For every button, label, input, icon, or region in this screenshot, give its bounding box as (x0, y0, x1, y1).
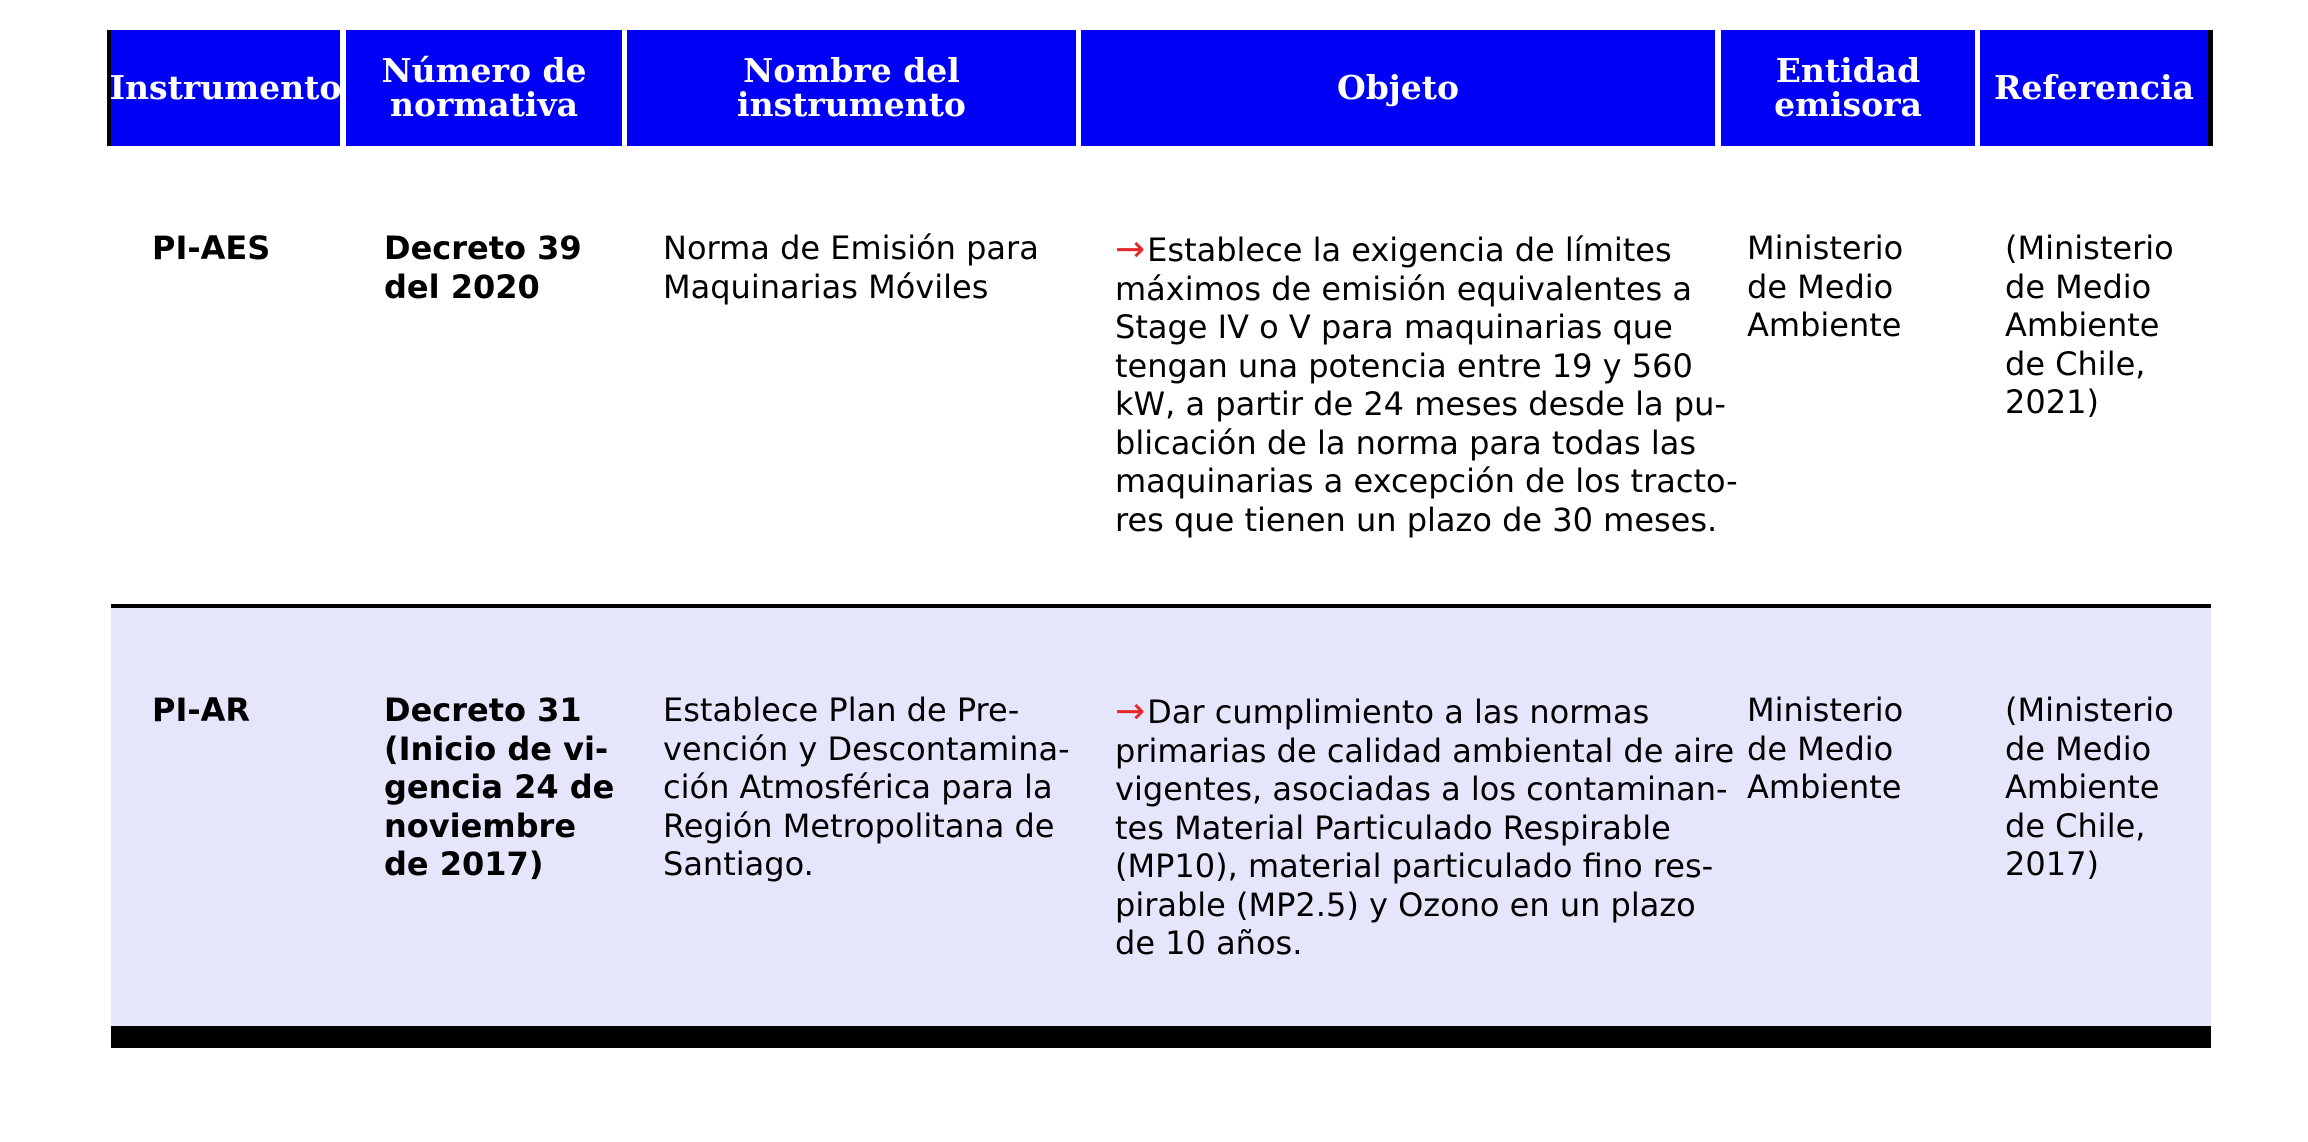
cell-objeto (1115, 693, 1734, 963)
cell-objeto (1115, 231, 1738, 539)
header-line: Número de (381, 51, 587, 90)
cell-line: de Medio (2005, 729, 2152, 768)
cell-nombre (663, 229, 1039, 306)
cell-line: Establece la exigencia de límites (1147, 231, 1672, 269)
cell-line: Dar cumplimiento a las normas (1147, 693, 1650, 731)
cell-line: Maquinarias Móviles (663, 267, 989, 306)
cell-line: Establece Plan de Pre- (663, 691, 1020, 729)
cell-line: (Ministerio (2005, 229, 2174, 267)
cell-line: (MP10), material particulado fino res- (1115, 847, 1714, 885)
header-line: Instrumento (109, 68, 342, 107)
cell-line: kW, a partir de 24 meses desde la pu- (1115, 385, 1726, 423)
cell-line: gencia 24 de (384, 768, 615, 806)
cell-line: tengan una potencia entre 19 y 560 (1115, 346, 1693, 385)
header-line: emisora (1774, 85, 1922, 124)
cell-line: Ambiente (2005, 306, 2160, 344)
cell-nombre (663, 691, 1070, 884)
cell-line: vigentes, asociadas a los contaminan- (1115, 770, 1728, 808)
cell-line: Decreto 31 (384, 691, 582, 729)
cell-line: PI-AES (152, 229, 271, 267)
cell-normativa (384, 229, 582, 306)
col-header-instrumento (111, 30, 340, 146)
cell-line: del 2020 (384, 267, 540, 306)
right-arrow-icon: → (1115, 229, 1146, 270)
table-row (111, 146, 2211, 634)
cell-referencia (2005, 691, 2174, 884)
cell-line: ción Atmosférica para la (663, 768, 1053, 806)
right-arrow-icon: → (1115, 691, 1146, 732)
table-row (111, 608, 2211, 1026)
cell-instrumento (152, 229, 270, 268)
header-line: Referencia (1994, 68, 2194, 107)
cell-line: maquinarias a excepción de los tracto- (1115, 462, 1738, 500)
cell-normativa (384, 691, 614, 884)
cell-line: (Ministerio (2005, 691, 2174, 729)
cell-line: (Inicio de vi- (384, 729, 609, 768)
cell-line: de Medio (1747, 729, 1894, 768)
header-right-rule (2208, 30, 2213, 146)
cell-line: de Medio (2005, 267, 2152, 306)
cell-entidad (1747, 229, 1903, 345)
cell-line: Stage IV o V para maquinarias que (1115, 308, 1673, 346)
cell-referencia (2005, 229, 2174, 422)
cell-line: Norma de Emisión para (663, 229, 1039, 267)
cell-line: vención y Descontamina- (663, 729, 1070, 768)
cell-line: Decreto 39 (384, 229, 582, 267)
header-line: Nombre del (743, 51, 960, 90)
cell-line: Ambiente (1747, 306, 1902, 344)
cell-line: de 2017) (384, 845, 544, 883)
cell-line: de 10 años. (1115, 924, 1303, 962)
cell-line: de Chile, (2005, 806, 2146, 845)
cell-line: Santiago. (663, 845, 814, 883)
header-line: instrumento (737, 85, 966, 124)
col-header-numero-normativa (346, 30, 622, 146)
header-row (111, 30, 2211, 146)
header-line: normativa (389, 85, 579, 124)
cell-line: Región Metropolitana de (663, 806, 1055, 845)
cell-line: PI-AR (152, 691, 251, 729)
cell-line: noviembre (384, 806, 577, 845)
cell-line: de Medio (1747, 267, 1894, 306)
col-header-nombre-instrumento (627, 30, 1076, 146)
cell-line: 2021) (2005, 383, 2099, 421)
table-bottom-rule (111, 1026, 2211, 1048)
col-header-referencia (1980, 30, 2208, 146)
cell-line: de Chile, (2005, 344, 2146, 383)
col-header-entidad-emisora (1721, 30, 1975, 146)
cell-line: Ministerio (1747, 691, 1904, 729)
cell-line: máximos de emisión equivalentes a (1115, 269, 1692, 308)
cell-instrumento (152, 691, 250, 730)
cell-line: primarias de calidad ambiental de aire (1115, 731, 1735, 770)
cell-line: Ministerio (1747, 229, 1904, 267)
header-line: Objeto (1336, 68, 1459, 107)
cell-line: tes Material Particulado Respirable (1115, 808, 1671, 847)
col-header-objeto (1081, 30, 1715, 146)
cell-line: pirable (MP2.5) y Ozono en un plazo (1115, 885, 1696, 924)
cell-line: 2017) (2005, 845, 2099, 883)
cell-line: Ambiente (2005, 768, 2160, 806)
header-line: Entidad (1775, 51, 1921, 90)
cell-line: res que tienen un plazo de 30 meses. (1115, 500, 1718, 539)
cell-line: blicación de la norma para todas las (1115, 423, 1696, 462)
cell-line: Ambiente (1747, 768, 1902, 806)
cell-entidad (1747, 691, 1903, 807)
